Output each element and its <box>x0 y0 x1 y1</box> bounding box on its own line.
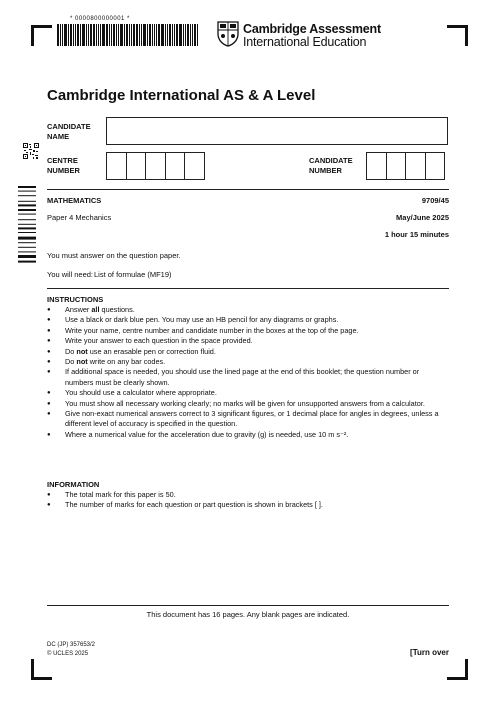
side-barcode-bar <box>18 214 36 215</box>
barcode-bar <box>154 24 155 46</box>
candidate-number-label-line2: NUMBER <box>309 166 342 175</box>
barcode-bar <box>169 24 171 46</box>
barcode-bar <box>86 24 87 46</box>
candidate-number-field[interactable] <box>366 152 444 180</box>
centre-number-digit-box[interactable] <box>126 152 147 180</box>
barcode-bar <box>106 24 108 46</box>
barcode-bar <box>77 24 79 46</box>
barcode-bar <box>120 24 123 46</box>
barcode-bar <box>172 24 173 46</box>
instructions-list <box>47 305 449 440</box>
side-barcode-bar <box>18 204 36 206</box>
instruction-item: ● Write your answer to each question in the space provided. <box>47 336 449 346</box>
instruction-item: ● Do not write on any bar codes. <box>47 357 449 367</box>
barcode-bar <box>167 24 168 46</box>
side-barcode-bar <box>18 251 36 252</box>
barcode-bar <box>197 24 198 46</box>
divider-top <box>47 189 449 190</box>
instruction-item: ● Give non-exact numerical answers correct to 3 significant figures, or 1 decimal place for angles in degrees, unless a different level of accuracy is specified in the question. <box>47 409 449 430</box>
barcode-bar <box>70 24 72 46</box>
instruction-item: ● You should use a calculator where appropriate. <box>47 388 449 398</box>
logo-text-line1: Cambridge Assessment <box>243 22 381 36</box>
centre-number-field[interactable] <box>106 152 204 180</box>
centre-number-digit-box[interactable] <box>106 152 127 180</box>
side-barcode-bar <box>18 255 36 258</box>
information-item: ● The number of marks for each question or part question is shown in brackets [ ]. <box>47 500 449 510</box>
barcode-bar <box>96 24 97 46</box>
instruction-item: ● Answer all questions. <box>47 305 449 315</box>
barcode-bar <box>136 24 138 46</box>
candidate-name-label-line2: NAME <box>47 132 70 141</box>
side-barcode-bar <box>18 247 36 248</box>
barcode-bar <box>174 24 175 46</box>
barcode-bar <box>156 24 157 46</box>
instruction-item: ● If additional space is needed, you should use the lined page at the end of this booklet; the question number or numbers must be clearly shown. <box>47 367 449 388</box>
registration-mark-top-left <box>31 25 52 46</box>
barcode-bar <box>88 24 89 46</box>
instruction-item: ● Do not use an erasable pen or correction fluid. <box>47 347 449 357</box>
barcode-bar <box>190 24 191 46</box>
barcode-bar <box>98 24 99 46</box>
barcode-bar <box>185 24 186 46</box>
need-label: You will need: <box>47 270 94 279</box>
instruction-item: ● Use a black or dark blue pen. You may use an HB pencil for any diagrams or graphs. <box>47 315 449 325</box>
barcode-bar <box>124 24 125 46</box>
barcode-bar <box>100 24 101 46</box>
exam-duration: 1 hour 15 minutes <box>384 230 449 239</box>
side-barcode-bar <box>18 227 36 229</box>
barcode-bar <box>179 24 182 46</box>
side-barcode-bar <box>18 201 36 202</box>
barcode-bar <box>73 24 74 46</box>
barcode-bar <box>111 24 112 46</box>
barcode-bar <box>82 24 85 46</box>
answer-note: You must answer on the question paper. <box>47 251 181 260</box>
barcode-bar <box>187 24 189 46</box>
barcode-bar <box>75 24 76 46</box>
barcode-bar <box>109 24 110 46</box>
instruction-item: ● Where a numerical value for the acceleration due to gravity (g) is needed, use 10 m s⁻². <box>47 430 449 440</box>
barcode-number: * 0000800000001 * <box>70 16 130 22</box>
side-barcode-bar <box>18 219 36 220</box>
barcode-bar <box>194 24 196 46</box>
qr-code-icon <box>23 143 39 159</box>
subject-name: MATHEMATICS <box>47 196 102 205</box>
need-value: List of formulae (MF19) <box>94 270 172 279</box>
centre-number-digit-box[interactable] <box>145 152 166 180</box>
information-list <box>47 490 449 511</box>
logo-text-line2: International Education <box>243 35 367 49</box>
barcode-bar <box>64 24 67 46</box>
barcode-bar <box>113 24 115 46</box>
barcode-bar <box>90 24 92 46</box>
barcode-bar <box>176 24 178 46</box>
pages-note: This document has 16 pages. Any blank pages are indicated. <box>146 610 350 619</box>
cambridge-logo <box>217 21 381 49</box>
footer-codes <box>47 641 95 659</box>
barcode-bar <box>116 24 117 46</box>
candidate-name-field[interactable] <box>106 117 448 145</box>
barcode-bar <box>139 24 140 46</box>
side-barcode-bar <box>18 191 36 192</box>
barcode-bar <box>133 24 135 46</box>
side-barcode-bar <box>18 195 36 196</box>
instructions-heading: INSTRUCTIONS <box>47 295 104 304</box>
candidate-number-digit-box[interactable] <box>386 152 407 180</box>
side-barcode-bar <box>18 237 36 240</box>
barcode-bar <box>57 24 59 46</box>
side-barcode <box>16 186 38 280</box>
centre-number-label <box>47 156 80 176</box>
barcode-bar <box>129 24 130 46</box>
centre-number-label-line2: NUMBER <box>47 166 80 175</box>
barcode-bar <box>118 24 119 46</box>
candidate-number-label-line1: CANDIDATE <box>309 156 353 165</box>
barcode-bar <box>80 24 81 46</box>
barcode-bar <box>183 24 184 46</box>
barcode-bar <box>158 24 160 46</box>
turn-over: [Turn over <box>410 648 449 657</box>
crest-icon <box>217 21 239 47</box>
barcode-bar <box>102 24 105 46</box>
instruction-item: ● Write your name, centre number and candidate number in the boxes at the top of the page. <box>47 326 449 336</box>
information-heading: INFORMATION <box>47 480 100 489</box>
side-barcode-bar <box>18 186 36 188</box>
barcode-bar <box>60 24 61 46</box>
candidate-number-digit-box[interactable] <box>405 152 426 180</box>
barcode-bar <box>93 24 95 46</box>
candidate-number-label <box>309 156 353 176</box>
information-item: ● The total mark for this paper is 50. <box>47 490 449 500</box>
divider-bottom <box>47 605 449 606</box>
barcode-bar <box>161 24 164 46</box>
side-barcode-bar <box>18 261 36 263</box>
centre-number-label-line1: CENTRE <box>47 156 78 165</box>
barcode-bar <box>147 24 148 46</box>
centre-number-digit-box[interactable] <box>184 152 205 180</box>
side-barcode-bar <box>18 209 36 211</box>
barcode-bar <box>62 24 63 46</box>
barcode-bar <box>165 24 166 46</box>
barcode-bar <box>126 24 128 46</box>
page-title: Cambridge International AS & A Level <box>47 87 316 104</box>
barcode <box>57 24 207 46</box>
instruction-item: ● You must show all necessary working clearly; no marks will be given for unsupported answers from a calculator. <box>47 399 449 409</box>
divider-middle <box>47 288 449 289</box>
registration-mark-bottom-left <box>31 659 52 680</box>
candidate-number-digit-box[interactable] <box>425 152 446 180</box>
barcode-bar <box>141 24 142 46</box>
side-barcode-bar <box>18 242 36 243</box>
copyright: © UCLES 2025 <box>47 651 89 657</box>
exam-session: May/June 2025 <box>396 213 449 222</box>
syllabus-code: 9709/45 <box>421 196 449 205</box>
barcode-bar <box>149 24 151 46</box>
side-barcode-bar <box>18 224 36 225</box>
barcode-bar <box>192 24 193 46</box>
barcode-bar <box>131 24 132 46</box>
candidate-number-digit-box[interactable] <box>366 152 387 180</box>
side-barcode-bar <box>18 232 36 233</box>
barcode-bar <box>152 24 153 46</box>
registration-mark-top-right <box>447 25 468 46</box>
centre-number-digit-box[interactable] <box>165 152 186 180</box>
document-code: DC (JP) 357653/2 <box>47 642 96 648</box>
barcode-bar <box>143 24 146 46</box>
barcode-bar <box>68 24 69 46</box>
candidate-name-label <box>47 122 91 142</box>
paper-name: Paper 4 Mechanics <box>47 213 112 222</box>
registration-mark-bottom-right <box>447 659 468 680</box>
candidate-name-label-line1: CANDIDATE <box>47 122 91 131</box>
